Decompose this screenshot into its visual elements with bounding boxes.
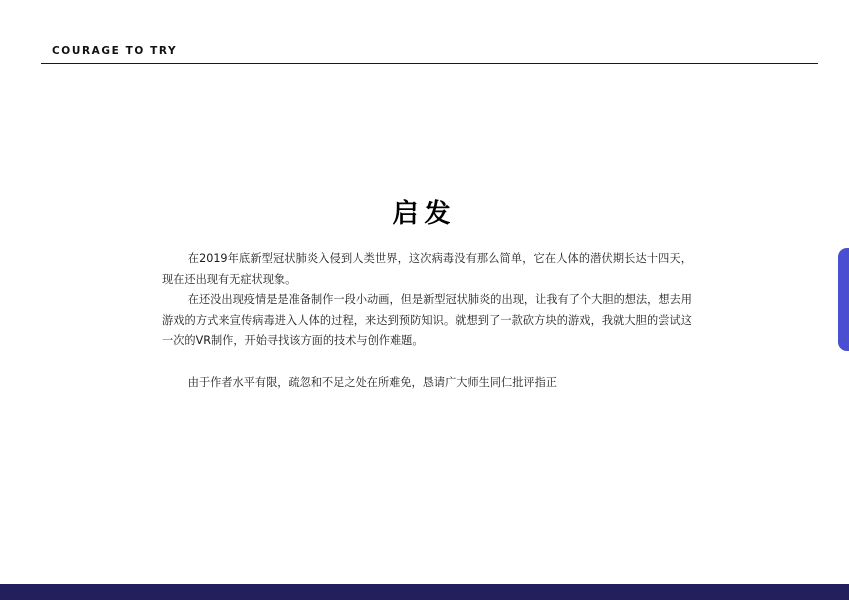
paragraph-closing: 由于作者水平有限，疏忽和不足之处在所难免，恳请广大师生同仁批评指正	[187, 375, 557, 389]
side-tab	[838, 248, 849, 351]
page-title: 启发	[392, 199, 457, 229]
footer-band	[0, 584, 849, 600]
paragraph-motivation: 在还没出现疫情是是准备制作一段小动画，但是新型冠状肺炎的出现，让我有了个大胆的想法，想去用游戏的方式来宣传病毒进入人体的过程，来达到预防知识。就想到了一款砍方块的游戏，我就大胆的尝试这一次的VR制作，开始寻找该方面的技术与创作难题。	[162, 293, 692, 348]
paragraph-intro: 在2019年底新型冠状肺炎入侵到人类世界，这次病毒没有那么简单，它在人体的潜伏期长达十四天，现在还出现有无症状现象。	[162, 252, 692, 286]
header-label: COURAGE TO TRY	[52, 45, 178, 57]
body-text	[162, 249, 692, 393]
header-divider	[41, 63, 818, 64]
